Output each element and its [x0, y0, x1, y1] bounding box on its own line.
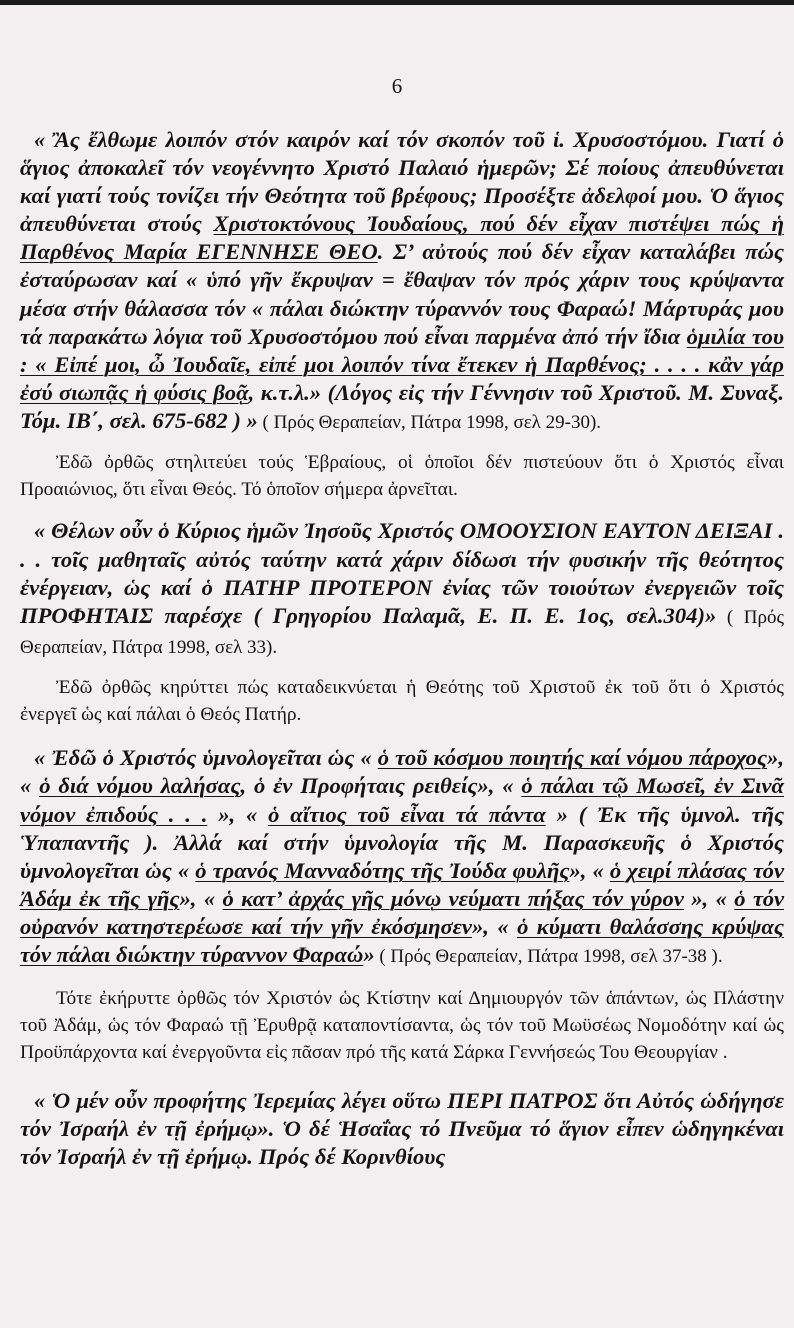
citation: ( Πρός Θεραπείαν, Πάτρα 1998, σελ 37-38 ). — [374, 945, 723, 967]
page-number: 6 — [391, 74, 403, 98]
citation: ( Πρός Θεραπείαν, Πάτρα 1998, σελ 33). — [20, 606, 784, 658]
commentary-paragraph: Ἐδῶ ὀρθῶς κηρύττει πώς καταδεικνύεται ἡ Θεότης τοῦ Χριστοῦ ἐκ τοῦ ὅτι ὁ Χριστός ἐνεργεῖ ὡς καί πάλαι ὁ Θεός Πατήρ. — [20, 676, 784, 726]
scan-top-edge — [0, 0, 794, 5]
document-body — [20, 126, 784, 1171]
quote-palamas: « Θέλων οὖν ὁ Κύριος ἡμῶν Ἰησοῦς Χριστός ΟΜΟΟΥΣΙΟΝ ΕΑΥΤΟΝ ΔΕΙΞΑΙ . . . τοῖς μαθηταῖς αὐτός ταύτην κατά χάριν δίδωσι τήν φυσικήν τῆς θεότητος ἐνέργειαν, ὡς καί ὁ ΠΑΤΗΡ ΠΡΟΤΕΡΟΝ ἐνίας τῶν τοιούτων ἐνεργειῶν τοῖς ΠΡΟΦΗΤΑΙΣ παρέσχε ( Γρηγορίου Παλαμᾶ, Ε. Π. Ε. 1ος, σελ.304)» ( Πρός Θεραπείαν, Πάτρα 1998, σελ 33). — [20, 518, 784, 658]
commentary-paragraph: Ἐδῶ ὀρθῶς στηλιτεύει τούς Ἑβραίους, οἱ ὁποῖοι δέν πιστεύουν ὅτι ὁ Χριστός εἶναι Προαιώνιος, ὅτι εἶναι Θεός. Τό ὁποῖον σήμερα ἀρνεῖται. — [20, 452, 784, 501]
citation: ( Πρός Θεραπείαν, Πάτρα 1998, σελ 29-30). — [257, 411, 602, 433]
commentary-paragraph: Τότε ἐκήρυττε ὀρθῶς τόν Χριστόν ὡς Κτίστην καί Δημιουργόν τῶν ἁπάντων, ὡς Πλάστην τοῦ Ἀδάμ, ὡς τόν Φαραώ τῇ Ἐρυθρᾷ καταποντίσαντα, ὡς τόν τοῦ Μωϋσέως Νομοδότην καί ὡς Προϋπάρχοντα καί ἐνεργοῦντα εἰς πᾶσαν πρό τῆς κατά Σάρκα Γεννήσεώς Του Θεουργίαν . — [20, 988, 784, 1064]
quote-jeremiah: « Ὁ μέν οὖν προφήτης Ἰερεμίας λέγει οὕτω ΠΕΡΙ ΠΑΤΡΟΣ ὅτι Αὐτός ὡδήγησε τόν Ἰσραήλ ἐν τῇ ἐρήμῳ». Ὁ δέ Ἡσαΐας τό Πνεῦμα τό ἅγιον εἶπεν ὡδηγηκέναι τόν Ἰσραήλ ἐν τῇ ἐρήμῳ. Πρός δέ Κορινθίους — [20, 1087, 784, 1169]
quote-chrysostom: « Ἂς ἔλθωμε λοιπόν στόν καιρόν καί τόν σκοπόν τοῦ ἱ. Χρυσοστόμου. Γιατί ὁ ἅγιος ἀποκαλεῖ τόν νεογέννητο Χριστό Παλαιό ἡμερῶν; Σέ ποίους ἀπευθύνεται καί γιατί τούς τονίζει τήν Θεότητα τοῦ βρέφους; Προσέξτε ἀδελφοί μου. Ὁ ἅγιος ἀπευθύνεται στούς Χριστοκτόνους Ἰουδαίους, πού δέν εἶχαν πιστέψει πώς ἡ Παρθένος Μαρία ΕΓΕΝΝΗΣΕ ΘΕΟ. Σ’ αὐτούς πού δέν εἶχαν καταλάβει πώς ἐσταύρωσαν καί « ὑπό γῆν ἔκρυψαν = ἔθαψαν τόν πρός χάριν τους κρύψαντα μέσα στήν θάλασσα τόν « πάλαι διώκτην τύραννόν τους Φαραώ! Μάρτυράς μου τά παρακάτω λόγια τοῦ Χρυσοστόμου πού εἶναι παρμένα ἀπό τήν ἴδια ὁμιλία του : « Εἰπέ μοι, ὦ Ἰουδαῖε, εἰπέ μοι λοιπόν τίνα ἔτεκεν ἡ Παρθένος; . . . . κἂν γάρ ἐσύ σιωπᾷς ἡ φύσις βοᾷ, κ.τ.λ.» (Λόγος εἰς τήν Γέννησιν τοῦ Χριστοῦ. Μ. Συναξ. Τόμ. ΙΒ΄, σελ. 675-682 ) » ( Πρός Θεραπείαν, Πάτρα 1998, σελ 29-30). — [20, 127, 784, 433]
quote-hymnology: « Ἐδῶ ὁ Χριστός ὑμνολογεῖται ὡς « ὁ τοῦ κόσμου ποιητής καί νόμου πάροχος», « ὁ διά νόμου λαλήσας, ὁ ἐν Προφήταις ρειθείς», « ὁ πάλαι τῷ Μωσεῖ, ἐν Σινᾶ νόμον ἐπιδούς . . . », « ὁ αἴτιος τοῦ εἶναι τά πάντα » ( Ἐκ τῆς ὑμνολ. τῆς Ὑπαπαντῆς ). Ἀλλά καί στήν ὑμνολογία τῆς Μ. Παρασκευῆς ὁ Χριστός ὑμνολογεῖται ὡς « ὁ τρανός Μανναδότης τῆς Ἰούδα φυλῆς», « ὁ χειρί πλάσας τόν Ἀδάμ ἐκ τῆς γῆς», « ὁ κατ’ ἀρχάς γῆς μόνῳ νεύματι πήξας τόν γύρον », « ὁ τόν οὐρανόν κατηστερέωσε καί τήν γῆν ἐκόσμησεν», « ὁ κύματι θαλάσσης κρύψας τόν πάλαι διώκτην τύραννον Φαραώ» ( Πρός Θεραπείαν, Πάτρα 1998, σελ 37-38 ). — [20, 745, 785, 967]
